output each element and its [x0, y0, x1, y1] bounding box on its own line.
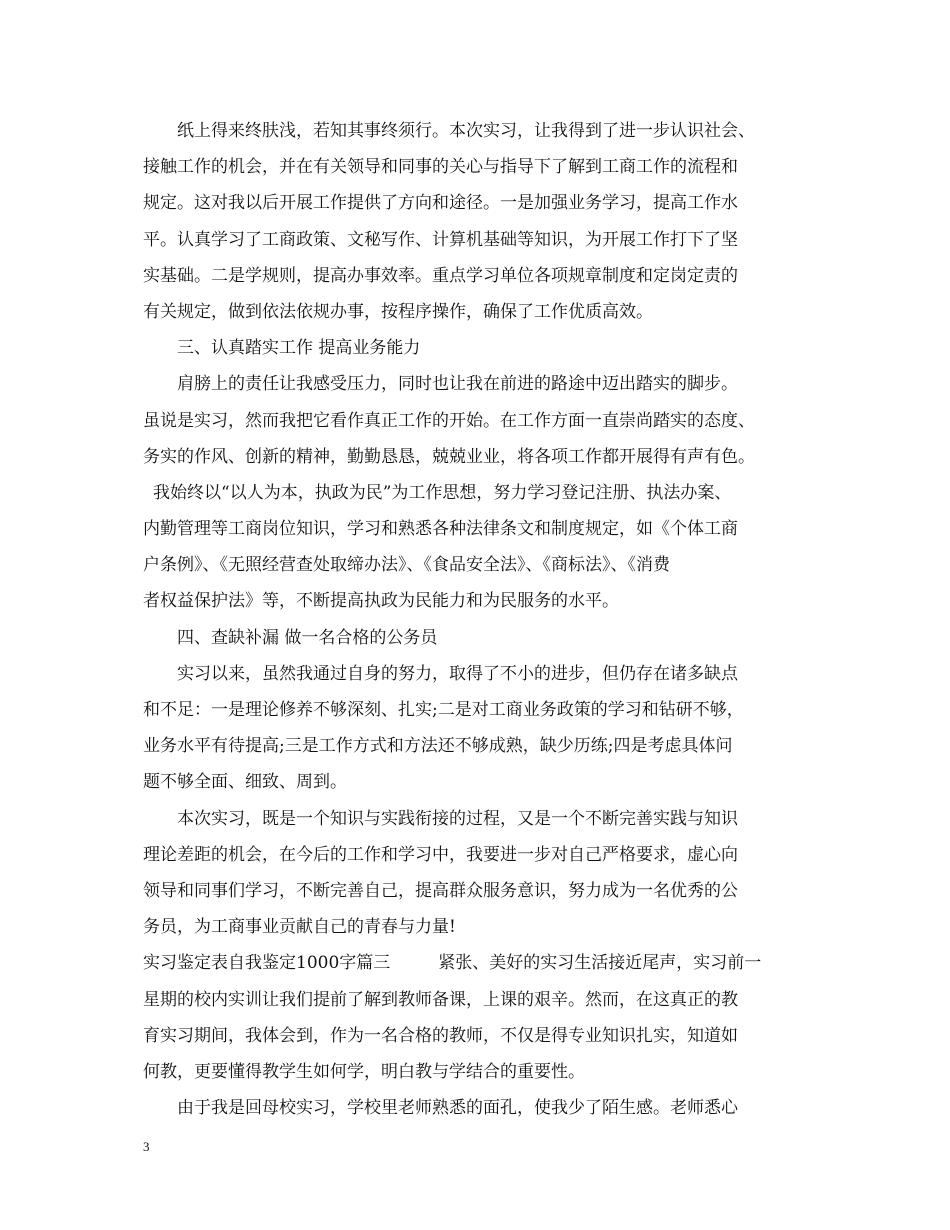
paragraph-line: 内勤管理等工商岗位知识，学习和熟悉各种法律条文和制度规定，如《个体工商 [143, 519, 738, 540]
paragraph-line: 肩膀上的责任让我感受压力，同时也让我在前进的路途中迈出踏实的脚步。 [177, 374, 738, 395]
paragraph-line: 何教，更要懂得教学生如何学，明白教与学结合的重要性。 [143, 1061, 585, 1082]
paragraph-line: 虽说是实习，然而我把它看作真正工作的开始。在工作方面一直崇尚踏实的态度、 [143, 410, 755, 431]
paragraph-line: 和不足：一是理论修养不够深刻、扎实;二是对工商业务政策的学习和钻研不够， [143, 700, 744, 720]
paragraph-line: 星期的校内实训让我们提前了解到教师备课，上课的艰辛。然而，在这真正的教 [143, 989, 738, 1010]
paragraph-line: 接触工作的机会，并在有关领导和同事的关心与指导下了解到工商工作的流程和 [143, 157, 738, 178]
paragraph-line: 者权益保护法》等，不断提高执政为民能力和为民服务的水平。 [143, 591, 619, 612]
paragraph-line: 平。认真学习了工商政策、文秘写作、计算机基础等知识，为开展工作打下了坚 [143, 229, 738, 250]
paragraph-line: 户条例》、《无照经营查处取缔办法》、《食品安全法》、《商标法》、《消费 [143, 555, 670, 576]
paragraph-line: 实基础。二是学规则，提高办事效率。重点学习单位各项规章制度和定岗定责的 [143, 265, 738, 286]
paragraph-line: 务实的作风、创新的精神，勤勤恳恳，兢兢业业，将各项工作都开展得有声有色。 [143, 446, 755, 467]
paragraph-line: 纸上得来终肤浅，若知其事终须行。本次实习，让我得到了进一步认识社会、 [177, 121, 755, 141]
page-number: 3 [143, 1139, 150, 1154]
body-text [143, 113, 833, 1126]
paragraph-line: 领导和同事们学习，不断完善自己，提高群众服务意识，努力成为一名优秀的公 [143, 880, 738, 901]
paragraph-text: 紧张、美好的实习生活接近尾声，实习前一 [438, 953, 762, 974]
paragraph-line: 务员，为工商事业贡献自己的青春与力量! [143, 917, 456, 938]
paragraph-line: 实习以来，虽然我通过自身的努力，取得了不小的进步，但仍存在诸多缺点 [177, 663, 738, 684]
section-heading: 三、认真踏实工作 提高业务能力 [177, 338, 421, 359]
paragraph-line: 由于我是回母校实习，学校里老师熟悉的面孔，使我少了陌生感。老师悉心 [177, 1098, 738, 1119]
paragraph-line: 业务水平有待提高;三是工作方式和方法还不够成熟，缺少历练;四是考虑具体问 [143, 736, 733, 757]
paragraph-line: 本次实习，既是一个知识与实践衔接的过程，又是一个不断完善实践与知识 [177, 808, 738, 829]
section-heading: 四、查缺补漏 做一名合格的公务员 [177, 627, 438, 648]
paragraph-line: 规定。这对我以后开展工作提供了方向和途径。一是加强业务学习，提高工作水 [143, 193, 738, 214]
paragraph-line: 我始终以“以人为本，执政为民”为工作思想，努力学习登记注册、执法办案、 [153, 482, 732, 503]
paragraph-line: 题不够全面、细致、周到。 [143, 772, 347, 793]
paragraph-line [143, 945, 833, 981]
paragraph-line: 育实习期间，我体会到，作为一名合格的教师，不仅是得专业知识扎实，知道如 [143, 1025, 738, 1046]
paragraph-line: 有关规定，做到依法依规办事，按程序操作，确保了工作优质高效。 [143, 301, 653, 322]
article-title: 实习鉴定表自我鉴定1000字篇三 [143, 953, 391, 974]
paragraph-line: 理论差距的机会，在今后的工作和学习中，我要进一步对自己严格要求，虚心向 [143, 844, 738, 865]
